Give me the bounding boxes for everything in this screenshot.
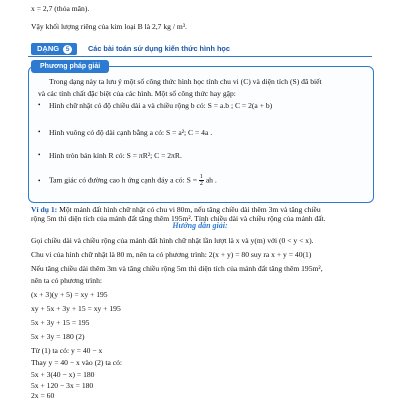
equation-line: (x + 3)(y + 5) = xy + 195 xyxy=(31,290,108,299)
conclusion-line: Vậy khối lượng riêng của kim loại B là 2,7 kg / m³. xyxy=(31,22,187,31)
equation-line: 2x = 60 xyxy=(31,391,55,400)
equation-line: 5x + 3y = 180 (2) xyxy=(31,332,85,341)
equation-line: 5x + 3(40 − x) = 180 xyxy=(31,370,95,379)
method-intro-line-2: và các tính chất đặc biệt của các hình. Một số công thức hay gặp: xyxy=(38,89,236,98)
bullet-icon: • xyxy=(38,151,41,159)
method-box xyxy=(28,63,374,203)
equation-line: 5x + 3y + 15 = 195 xyxy=(31,318,90,327)
fraction-denominator: 2 xyxy=(199,181,203,187)
formula-rectangle: Hình chữ nhật có độ chiều dài a và chiều rộng b có: S = a.b ; C = 2(a + b) xyxy=(49,101,273,110)
bullet-icon: • xyxy=(38,177,41,185)
solution-line: Chu vi của hình chữ nhật là 80 m, nên ta có phương trình: 2(x + y) = 80 suy ra x + y = 40(1) xyxy=(31,250,312,259)
bullet-icon: • xyxy=(38,128,41,136)
fraction-numerator: 1 xyxy=(199,174,203,180)
solution-line: Từ (1) ta có: y = 40 − x xyxy=(31,346,103,355)
solution-line: Thay y = 40 − x vào (2) ta có: xyxy=(31,358,123,367)
equation-line: xy + 5x + 3y + 15 = xy + 195 xyxy=(31,304,121,313)
solution-heading: Hướng dẫn giải: xyxy=(172,221,228,230)
example-label: Ví dụ 1: xyxy=(31,205,58,214)
equation-line: 5x + 120 − 3x = 180 xyxy=(31,381,94,390)
solution-line: nên ta có phương trình: xyxy=(31,276,102,285)
bullet-icon: • xyxy=(38,101,41,109)
formula-circle: Hình tròn bán kính R có: S = πR²; C = 2πR. xyxy=(49,151,182,160)
section-header xyxy=(28,43,372,57)
formula-triangle xyxy=(49,174,217,187)
section-number-badge: 5 xyxy=(63,45,72,54)
section-tag xyxy=(31,43,77,55)
result-line: x = 2,7 (thỏa mãn). xyxy=(31,4,90,13)
formula-triangle-tail: ah . xyxy=(205,175,217,185)
section-tag-label: DẠNG xyxy=(37,44,60,53)
method-box-label: Phương pháp giải xyxy=(31,60,109,73)
fraction xyxy=(199,174,204,187)
solution-line: Nếu tăng chiều dài thêm 3m và tăng chiều rộng 5m thì diện tích của mảnh đất tăng thêm 195m², xyxy=(31,264,323,273)
example-text-1: Một mảnh đất hình chữ nhật có chu vi 80m, nếu tăng chiều dài thêm 3m và tăng chiều xyxy=(59,205,321,214)
formula-square: Hình vuông có độ dài cạnh bằng a có: S = a²; C = 4a . xyxy=(49,128,213,137)
formula-triangle-text: Tam giác có đường cao h ứng cạnh đáy a có: S = xyxy=(49,175,197,185)
solution-line: Gọi chiều dài và chiều rộng của mảnh đất hình chữ nhật lần lượt là x và y(m) với (0 < y < x). xyxy=(31,236,314,245)
section-title: Các bài toán sử dụng kiến thức hình học xyxy=(88,44,230,53)
example-statement-line-2: rộng 5m thì diện tích của mảnh đất tăng thêm 195m². Tính chiều dài và chiều rộng của mảnh đất. xyxy=(31,214,326,223)
method-intro-line-1: Trong dạng này ta lưu ý một số công thức hình học tính chu vi (C) và diện tích (S) đã biết xyxy=(49,77,322,86)
